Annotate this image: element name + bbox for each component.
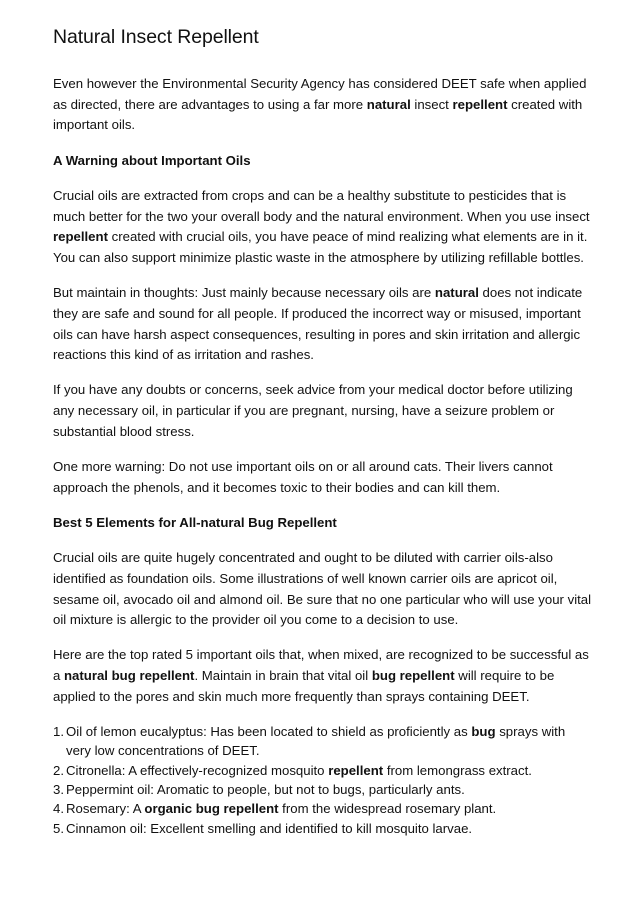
list-item-number: 1. <box>53 724 64 740</box>
list-item-text <box>66 782 465 797</box>
document-page <box>53 24 593 838</box>
list-item-text <box>66 801 496 816</box>
paragraph-crucial-oils <box>53 186 593 269</box>
bold-keyword: bug repellent <box>371 668 455 684</box>
text-run: from the widespread rosemary plant. <box>278 801 497 817</box>
text-run: Rosemary: A <box>66 801 145 817</box>
list-item <box>53 819 593 838</box>
bold-keyword: repellent <box>328 762 384 778</box>
text-run: Peppermint oil: Aromatic to people, but not to bugs, particularly ants. <box>66 781 465 797</box>
list-item <box>53 799 593 818</box>
text-run: will require to be applied to the pores and skin much more frequently than sprays containing DEET. <box>53 668 555 704</box>
paragraph-cats-warning <box>53 457 593 498</box>
section-heading-top-elements: Best 5 Elements for All-natural Bug Repellent <box>53 514 337 530</box>
paragraph-carrier-oils <box>53 548 593 631</box>
text-run: from lemongrass extract. <box>383 762 532 778</box>
list-item <box>53 722 593 761</box>
text-run: Crucial oils are quite hugely concentrated and ought to be diluted with carrier oils-also identified as foundation oils. Some illustrations of well known carrier oils are apricot oil, sesame oil, avocado oil and almond oil. Be sure that no one particular who will use your vital oil mixture is allergic to the provider oil you come to a decision to use. <box>53 550 592 628</box>
text-run: created with crucial oils, you have peace of mind realizing what elements are in it. You can also support minimize plastic waste in the atmosphere by utilizing refillable bottles. <box>53 229 588 265</box>
text-run: Oil of lemon eucalyptus: Has been located to shield as proficiently as <box>66 724 472 740</box>
document-title: Natural Insect Repellent <box>53 26 259 48</box>
paragraph-doctor-advice <box>53 380 593 442</box>
list-item-text <box>66 763 532 778</box>
bold-keyword: natural <box>366 96 411 112</box>
section-heading-warning: A Warning about Important Oils <box>53 152 251 168</box>
list-item-text <box>66 724 565 758</box>
list-item-number: 5. <box>53 820 64 836</box>
intro-paragraph <box>53 74 593 136</box>
list-item-number: 2. <box>53 762 64 778</box>
list-item-text <box>66 821 472 836</box>
text-run: Crucial oils are extracted from crops and can be a healthy substitute to pesticides that is much better for the two your overall body and the natural environment. When you use insect <box>53 187 590 224</box>
text-run: One more warning: Do not use important oils on or all around cats. Their livers cannot approach the phenols, and it becomes toxic to their bodies and can kill them. <box>53 459 553 495</box>
text-run: But maintain in thoughts: Just mainly because necessary oils are <box>53 285 435 301</box>
text-run: Citronella: A effectively-recognized mosquito <box>66 762 329 778</box>
list-item <box>53 780 593 799</box>
list-item <box>53 761 593 780</box>
text-run: Cinnamon oil: Excellent smelling and identified to kill mosquito larvae. <box>66 820 473 836</box>
paragraph-top-oils <box>53 645 593 707</box>
bold-keyword: natural <box>434 285 479 301</box>
text-run: does not indicate they are safe and sound for all people. If produced the incorrect way or misused, important oils can have harsh aspect consequences, resulting in pores and skin irritation and allergic reactions this kind of as irritation and rashes. <box>53 285 583 363</box>
bold-keyword: repellent <box>452 96 508 112</box>
bold-keyword: organic bug repellent <box>144 801 279 817</box>
list-item-number: 4. <box>53 801 64 817</box>
text-run: If you have any doubts or concerns, seek advice from your medical doctor before utilizing any necessary oil, in particular if you are pregnant, nursing, have a seizure problem or substantial blood stress. <box>53 382 573 439</box>
list-item-number: 3. <box>53 781 64 797</box>
text-run: sprays with very low concentrations of DEET. <box>66 724 566 759</box>
bold-keyword: bug <box>471 724 496 740</box>
bold-keyword: natural bug repellent <box>64 668 195 684</box>
text-run: Even however the Environmental Security Agency has considered DEET safe when applied as directed, there are advantages to using a far more <box>53 76 587 112</box>
paragraph-safety <box>53 283 593 366</box>
text-run: Here are the top rated 5 important oils that, when mixed, are recognized to be successful as a <box>53 647 589 684</box>
text-run: created with important oils. <box>53 96 583 133</box>
text-run: . Maintain in brain that vital oil <box>194 668 372 684</box>
text-run: insect <box>410 96 453 112</box>
bold-keyword: repellent <box>53 229 108 245</box>
oils-list <box>53 722 593 838</box>
